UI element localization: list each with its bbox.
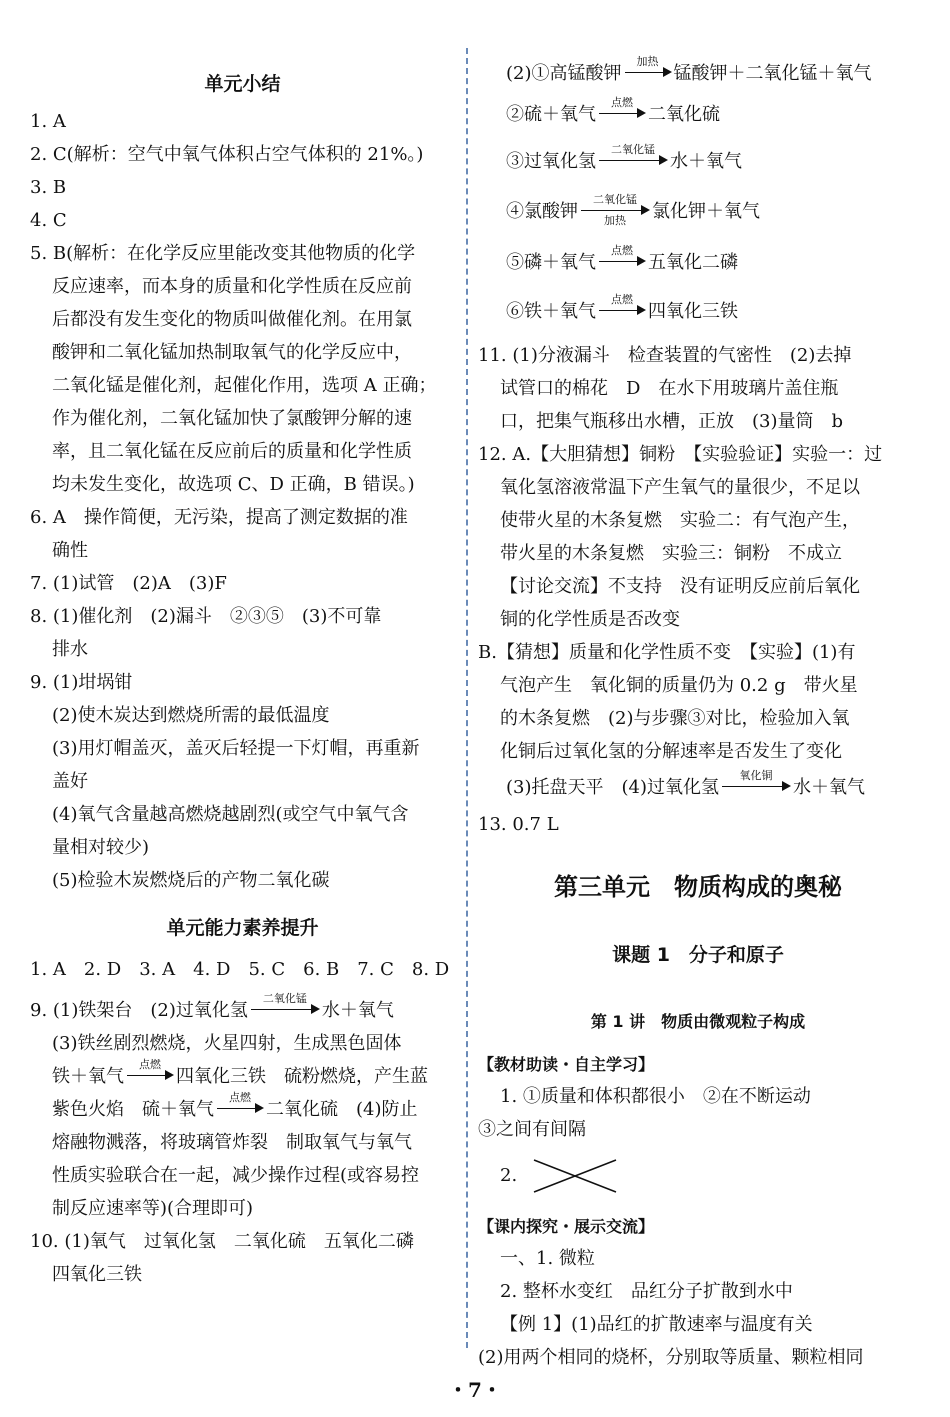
answer-line: 化铜后过氧化氢的分解速率是否发生了变化 bbox=[500, 741, 842, 762]
answer-line: 8. (1)催化剂 (2)漏斗 ②③⑤ (3)不可靠 bbox=[30, 606, 382, 627]
reaction-arrow: 氧化铜 bbox=[720, 777, 792, 799]
reaction-arrow: 点燃 bbox=[597, 104, 647, 126]
answer-line: 氧化氢溶液常温下产生氧气的量很少，不足以 bbox=[500, 477, 860, 498]
answer-line: 一、1. 微粒 bbox=[500, 1248, 595, 1269]
answer-line: 的木条复燃 (2)与步骤③对比，检验加入氧 bbox=[500, 708, 850, 729]
answer-line: 口，把集气瓶移出水槽，正放 (3)量筒 b bbox=[500, 411, 844, 432]
reaction-arrow: 二氧化锰 bbox=[597, 151, 669, 173]
answer-line: 6. A 操作简便，无污染，提高了测定数据的准 bbox=[30, 507, 408, 528]
answer-line: 1. A 2. D 3. A 4. D 5. C 6. B 7. C 8. D bbox=[30, 959, 450, 980]
answer-line: (3)用灯帽盖灭，盖灭后轻提一下灯帽，再重新 bbox=[52, 738, 420, 759]
equation-line: (2)①高锰酸钾 加热 锰酸钾＋二氧化锰＋氧气 bbox=[506, 55, 872, 84]
section-title-unit-summary: 单元小结 bbox=[204, 73, 281, 95]
answer-line: 量相对较少) bbox=[52, 837, 150, 858]
answer-line: 后都没有发生变化的物质叫做催化剂。在用氯 bbox=[52, 309, 412, 330]
answer-line: 9. (1)坩埚钳 bbox=[30, 672, 133, 693]
right-column bbox=[478, 55, 918, 1374]
answer-line: 确性 bbox=[52, 540, 88, 561]
equation-line: ⑥铁＋氧气 点燃 四氧化三铁 bbox=[506, 293, 738, 322]
answer-line: 2. C(解析：空气中氧气体积占空气体积的 21%。) bbox=[30, 144, 424, 165]
answer-line: 12. A.【大胆猜想】铜粉 【实验验证】实验一：过 bbox=[478, 444, 883, 465]
equation-line: ③过氧化氢 二氧化锰 水＋氧气 bbox=[506, 143, 742, 172]
section-tag: 【课内探究・展示交流】 bbox=[478, 1217, 655, 1236]
answer-line: (3)铁丝剧烈燃烧，火星四射，生成黑色固体 bbox=[52, 1033, 402, 1054]
answer-line: B.【猜想】质量和化学性质不变 【实验】(1)有 bbox=[478, 642, 856, 663]
answer-line: (2)用两个相同的烧杯，分别取等质量、颗粒相同 bbox=[478, 1347, 864, 1368]
answer-line: 2. 整杯水变红 品红分子扩散到水中 bbox=[500, 1281, 793, 1302]
answer-line: 熔融物溅落，将玻璃管炸裂 制取氧气与氧气 bbox=[52, 1132, 412, 1153]
section-title-ability-improvement: 单元能力素养提升 bbox=[166, 917, 319, 939]
column-divider bbox=[466, 48, 468, 1348]
answer-line: 气泡产生 氧化铜的质量仍为 0.2 g 带火星 bbox=[500, 675, 858, 696]
equation-line: ②硫＋氧气 点燃 二氧化硫 bbox=[506, 96, 720, 125]
reaction-arrow: 点燃 bbox=[215, 1099, 265, 1121]
answer-line: 性质实验联合在一起，减少操作过程(或容易控 bbox=[52, 1165, 420, 1186]
answer-line: 排水 bbox=[52, 639, 88, 660]
answer-line: 作为催化剂，二氧化锰加快了氯酸钾分解的速 bbox=[52, 408, 412, 429]
page-number: ・7・ bbox=[448, 1378, 502, 1402]
reaction-arrow: 加热 bbox=[623, 63, 673, 85]
answer-line: 13. 0.7 L bbox=[478, 814, 559, 835]
answer-line: 使带火星的木条复燃 实验二：有气泡产生， bbox=[500, 510, 860, 531]
left-column bbox=[30, 55, 455, 1291]
reaction-arrow: 点燃 bbox=[125, 1066, 175, 1088]
answer-line: 酸钾和二氧化锰加热制取氧气的化学反应中， bbox=[52, 342, 412, 363]
equation-line: ④氯酸钾 二氧化锰 加热 氯化钾＋氧气 bbox=[506, 193, 760, 227]
answer-line: 5. B(解析：在化学反应里能改变其他物质的化学 bbox=[30, 243, 416, 264]
answer-line: 2. bbox=[478, 1146, 918, 1206]
answer-line: 铁＋氧气 点燃 四氧化三铁 硫粉燃烧，产生蓝 bbox=[52, 1058, 428, 1087]
equation-line: ⑤磷＋氧气 点燃 五氧化二磷 bbox=[506, 244, 738, 273]
answer-line: (5)检验木炭燃烧后的产物二氧化碳 bbox=[52, 870, 330, 891]
answer-line: 盖好 bbox=[52, 771, 88, 792]
answer-line: 反应速率，而本身的质量和化学性质在反应前 bbox=[52, 276, 412, 297]
answer-line: 率，且二氧化锰在反应前后的质量和化学性质 bbox=[52, 441, 412, 462]
answer-line: 4. C bbox=[30, 210, 67, 231]
section-tag: 【教材助读・自主学习】 bbox=[478, 1055, 655, 1074]
equation-line: (3)托盘天平 (4)过氧化氢 氧化铜 水＋氧气 bbox=[506, 769, 865, 798]
answer-line: 【例 1】(1)品红的扩散速率与温度有关 bbox=[500, 1314, 813, 1335]
answer-line: 均未发生变化，故选项 C、D 正确，B 错误。) bbox=[52, 474, 415, 495]
answer-line: ③之间有间隔 bbox=[478, 1119, 586, 1140]
answer-line: 10. (1)氧气 过氧化氢 二氧化硫 五氧化二磷 bbox=[30, 1231, 414, 1252]
unit-title: 第三单元 物质构成的奥秘 bbox=[554, 873, 842, 901]
answer-line: 二氧化锰是催化剂，起催化作用，选项 A 正确； bbox=[52, 375, 437, 396]
answer-line: 【讨论交流】不支持 没有证明反应前后氧化 bbox=[500, 576, 860, 597]
lesson-title: 课题 1 分子和原子 bbox=[612, 944, 784, 966]
answer-line: 11. (1)分液漏斗 检查装置的气密性 (2)去掉 bbox=[478, 345, 852, 366]
experiment-answers bbox=[478, 339, 918, 768]
reaction-arrow: 点燃 bbox=[597, 252, 647, 274]
answer-line: 四氧化三铁 bbox=[52, 1264, 142, 1285]
answer-line: 带火星的木条复燃 实验三：铜粉 不成立 bbox=[500, 543, 842, 564]
answer-line: 1. A bbox=[30, 111, 66, 132]
answer-line: 试管口的棉花 D 在水下用玻璃片盖住瓶 bbox=[500, 378, 839, 399]
answer-line: (2)使木炭达到燃烧所需的最低温度 bbox=[52, 705, 330, 726]
answer-line: 铜的化学性质是否改变 bbox=[500, 609, 680, 630]
answer-line: 制反应速率等)(合理即可) bbox=[52, 1198, 254, 1219]
answer-line: (4)氧气含量越高燃烧越剧烈(或空气中氧气含 bbox=[52, 804, 409, 825]
answer-line: 紫色火焰 硫＋氧气 点燃 二氧化硫 (4)防止 bbox=[52, 1091, 418, 1120]
crossed-lines-diagram bbox=[530, 1154, 620, 1198]
answer-line: 7. (1)试管 (2)A (3)F bbox=[30, 573, 227, 594]
answer-line: 1. ①质量和体积都很小 ②在不断运动 bbox=[500, 1086, 811, 1107]
reaction-arrow: 二氧化锰 bbox=[249, 1000, 321, 1022]
unit-summary-answers bbox=[30, 105, 455, 897]
reaction-arrow: 二氧化锰 加热 bbox=[579, 201, 651, 223]
reaction-arrow: 点燃 bbox=[597, 301, 647, 323]
answer-line: 3. B bbox=[30, 177, 67, 198]
lecture-title: 第 1 讲 物质由微观粒子构成 bbox=[590, 1012, 806, 1031]
answer-line: 9. (1)铁架台 (2)过氧化氢 二氧化锰 水＋氧气 bbox=[30, 992, 394, 1021]
